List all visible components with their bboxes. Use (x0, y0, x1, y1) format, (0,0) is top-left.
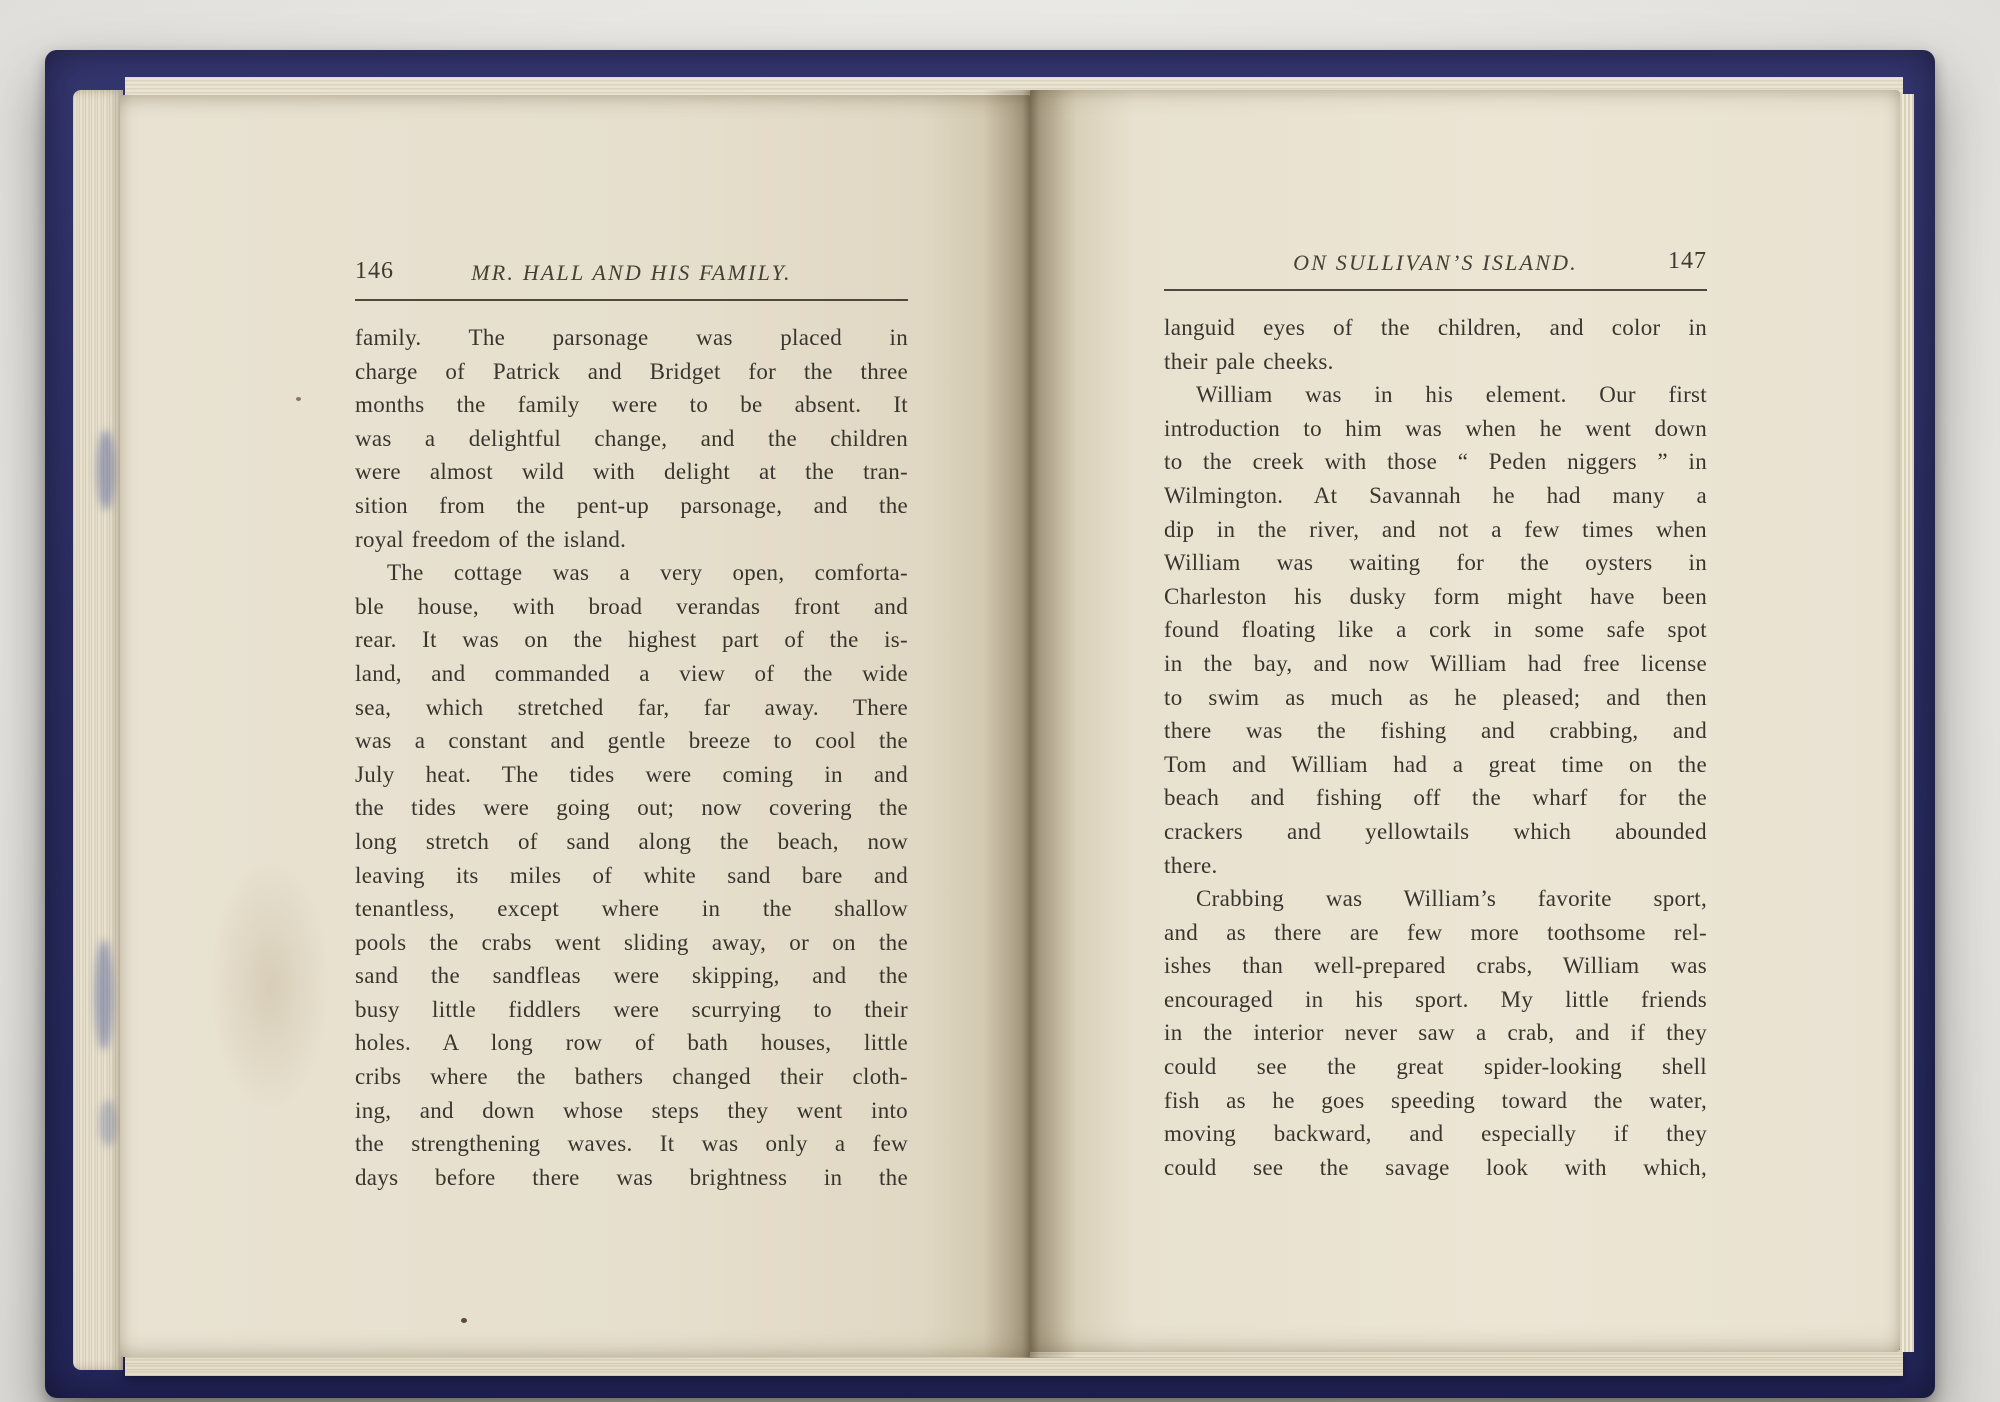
ink-smudge (99, 1100, 117, 1146)
text-line: royal freedom of the island. (355, 526, 627, 552)
text-line: encouraged in his sport. My little friends (1164, 986, 1707, 1012)
text-line: sea, which stretched far, far away. There (355, 694, 908, 720)
page-edges-left (73, 90, 123, 1370)
text-line: in the bay, and now William had free license (1164, 650, 1707, 676)
text-line: William was waiting for the oysters in (1164, 550, 1707, 576)
text-line: rear. It was on the highest part of the is- (355, 627, 908, 653)
left-header-rule (355, 299, 908, 301)
text-line: pools the crabs went sliding away, or on the (355, 929, 908, 955)
text-line: July heat. The tides were coming in and (355, 761, 908, 787)
text-line: dip in the river, and not a few times when (1164, 516, 1707, 542)
ink-smudge (95, 940, 113, 1050)
text-line: there. (1164, 852, 1218, 878)
left-page (120, 95, 1030, 1357)
left-text-block (355, 321, 908, 1194)
text-line: Tom and William had a great time on the (1164, 751, 1707, 777)
text-line: the tides were going out; now covering the (355, 795, 908, 821)
text-line: was a constant and gentle breeze to cool the (355, 728, 908, 754)
text-line: long stretch of sand along the beach, now (355, 828, 908, 854)
text-line: the strengthening waves. It was only a few (355, 1131, 908, 1157)
text-line: months the family were to be absent. It (355, 392, 908, 418)
paper-speck (461, 1318, 467, 1323)
text-line: leaving its miles of white sand bare and (355, 862, 908, 888)
right-running-head (1164, 250, 1707, 280)
text-line: was a delightful change, and the children (355, 425, 908, 451)
text-line: Charleston his dusky form might have been (1164, 583, 1707, 609)
left-running-head (355, 260, 908, 290)
book (45, 50, 1935, 1398)
text-line: and as there are few more toothsome rel- (1164, 919, 1707, 945)
text-line: introduction to him was when he went down (1164, 415, 1707, 441)
text-line: fish as he goes speeding toward the water, (1164, 1087, 1707, 1113)
right-header-title: ON SULLIVAN’S ISLAND. (1293, 250, 1578, 275)
text-line: were almost wild with delight at the tran- (355, 459, 908, 485)
right-page (1030, 90, 1900, 1352)
paper-stain (210, 855, 330, 1115)
text-line: in the interior never saw a crab, and if they (1164, 1020, 1707, 1046)
text-line: languid eyes of the children, and color in (1164, 315, 1707, 340)
right-page-number: 147 (1668, 248, 1707, 274)
ink-smudge (97, 430, 115, 510)
text-line: ing, and down whose steps they went into (355, 1097, 908, 1123)
text-line: could see the savage look with which, (1164, 1154, 1707, 1180)
text-line: busy little fiddlers were scurrying to their (355, 996, 908, 1022)
text-line: William was in his element. Our first (1196, 382, 1707, 408)
text-line: The cottage was a very open, comforta- (387, 560, 908, 586)
text-line: Wilmington. At Savannah he had many a (1164, 482, 1707, 508)
text-line: family. The parsonage was placed in (355, 325, 908, 350)
text-line: moving backward, and especially if they (1164, 1121, 1707, 1147)
text-line: to swim as much as he pleased; and then (1164, 684, 1707, 710)
text-line: found floating like a cork in some safe spot (1164, 617, 1707, 643)
text-line: sition from the pent-up parsonage, and the (355, 492, 908, 518)
text-line: to the creek with those “ Peden niggers ” in (1164, 449, 1707, 475)
text-line: could see the great spider-looking shell (1164, 1054, 1707, 1080)
text-line: days before there was brightness in the (355, 1164, 908, 1190)
text-line: charge of Patrick and Bridget for the three (355, 358, 908, 384)
left-page-number: 146 (355, 258, 394, 284)
left-header-title: MR. HALL AND HIS FAMILY. (471, 260, 792, 285)
page-edges-right (1900, 94, 1914, 1352)
text-line: Crabbing was William’s favorite sport, (1196, 886, 1707, 912)
text-line: beach and fishing off the wharf for the (1164, 785, 1707, 811)
text-line: sand the sandfleas were skipping, and the (355, 963, 908, 989)
right-text-block (1164, 311, 1707, 1184)
text-line: holes. A long row of bath houses, little (355, 1030, 908, 1056)
text-line: crackers and yellowtails which abounded (1164, 818, 1707, 844)
text-line: there was the fishing and crabbing, and (1164, 718, 1707, 744)
paper-speck (296, 397, 301, 401)
text-line: ble house, with broad verandas front and (355, 593, 908, 619)
text-line: their pale cheeks. (1164, 348, 1334, 374)
text-line: cribs where the bathers changed their cloth- (355, 1064, 908, 1090)
text-line: land, and commanded a view of the wide (355, 660, 908, 686)
text-line: ishes than well-prepared crabs, William was (1164, 953, 1707, 979)
text-line: tenantless, except where in the shallow (355, 896, 908, 922)
right-header-rule (1164, 289, 1707, 291)
